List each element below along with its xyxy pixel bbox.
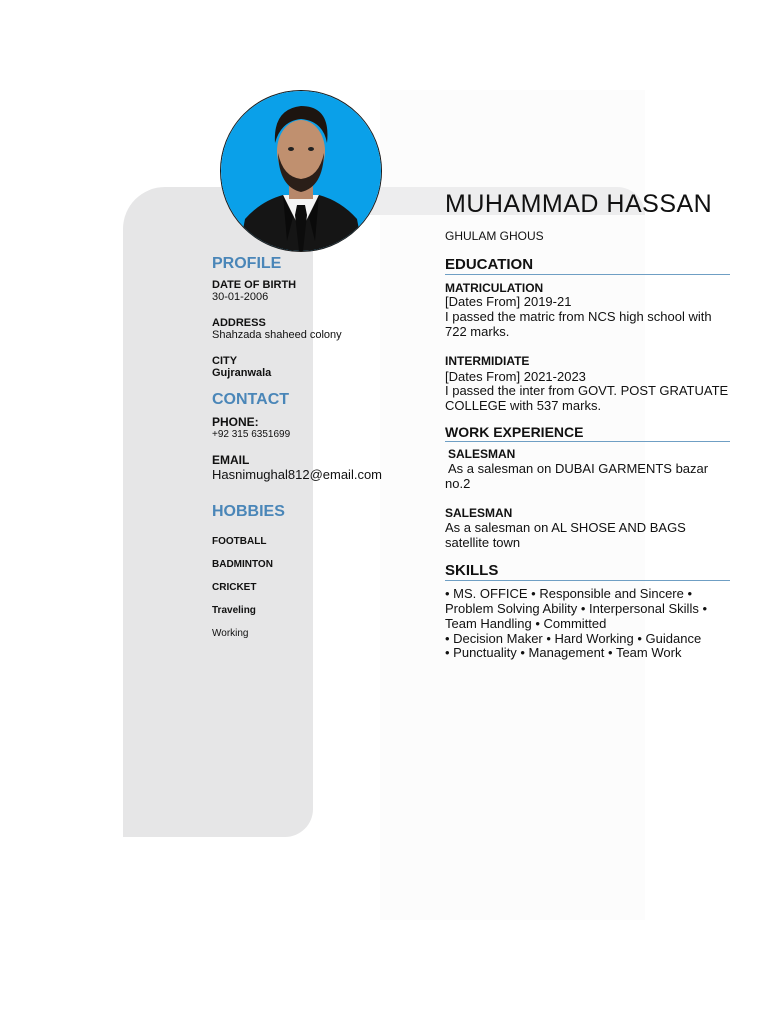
hobbies-heading: HOBBIES — [212, 503, 285, 520]
hobby-item: FOOTBALL — [212, 536, 267, 547]
phone-label: PHONE: — [212, 415, 259, 429]
candidate-name: MUHAMMAD HASSAN — [445, 190, 713, 218]
education-desc: I passed the matric from NCS high school with — [445, 309, 712, 324]
work-heading: WORK EXPERIENCE — [445, 424, 584, 440]
dob-label: DATE OF BIRTH — [212, 279, 297, 291]
address-value: Shahzada shaheed colony — [212, 329, 342, 341]
hobby-item: Traveling — [212, 605, 256, 616]
city-value: Gujranwala — [212, 367, 272, 379]
profile-photo — [220, 90, 382, 252]
email-value[interactable]: Hasnimughal812@email.com — [212, 467, 382, 482]
contact-heading: CONTACT — [212, 391, 290, 408]
phone-value: +92 315 6351699 — [212, 429, 291, 440]
skills-line: Team Handling • Committed — [445, 616, 607, 631]
address-label: ADDRESS — [212, 317, 266, 329]
skills-line: Problem Solving Ability • Interpersonal Skills • — [445, 601, 707, 616]
education-desc: COLLEGE with 537 marks. — [445, 398, 602, 413]
skills-divider — [445, 580, 730, 581]
education-title: INTERMIDIATE — [445, 354, 530, 368]
skills-line: • MS. OFFICE • Responsible and Sincere • — [445, 586, 693, 601]
skills-heading: SKILLS — [445, 562, 499, 579]
profile-heading: PROFILE — [212, 255, 282, 272]
education-heading: EDUCATION — [445, 256, 534, 273]
work-desc: satellite town — [445, 535, 521, 550]
dob-value: 30-01-2006 — [212, 291, 269, 303]
work-desc: As a salesman on AL SHOSE AND BAGS — [445, 520, 686, 535]
work-desc: no.2 — [445, 476, 471, 491]
hobby-item: Working — [212, 628, 249, 639]
email-label: EMAIL — [212, 453, 250, 467]
father-name: GHULAM GHOUS — [445, 229, 544, 243]
work-title: SALESMAN — [448, 447, 516, 461]
hobby-item: BADMINTON — [212, 559, 273, 570]
hobby-item: CRICKET — [212, 582, 257, 593]
work-divider — [445, 441, 730, 442]
skills-line: • Decision Maker • Hard Working • Guidance — [445, 631, 702, 646]
city-label: CITY — [212, 355, 238, 367]
education-dates: [Dates From] 2021-2023 — [445, 369, 586, 384]
education-desc: 722 marks. — [445, 324, 510, 339]
education-title: MATRICULATION — [445, 281, 544, 295]
work-desc: As a salesman on DUBAI GARMENTS bazar — [448, 461, 709, 476]
work-title: SALESMAN — [445, 506, 513, 520]
education-divider — [445, 274, 730, 275]
skills-line: • Punctuality • Management • Team Work — [445, 645, 682, 660]
education-desc: I passed the inter from GOVT. POST GRATUATE — [445, 383, 729, 398]
education-dates: [Dates From] 2019-21 — [445, 294, 572, 309]
